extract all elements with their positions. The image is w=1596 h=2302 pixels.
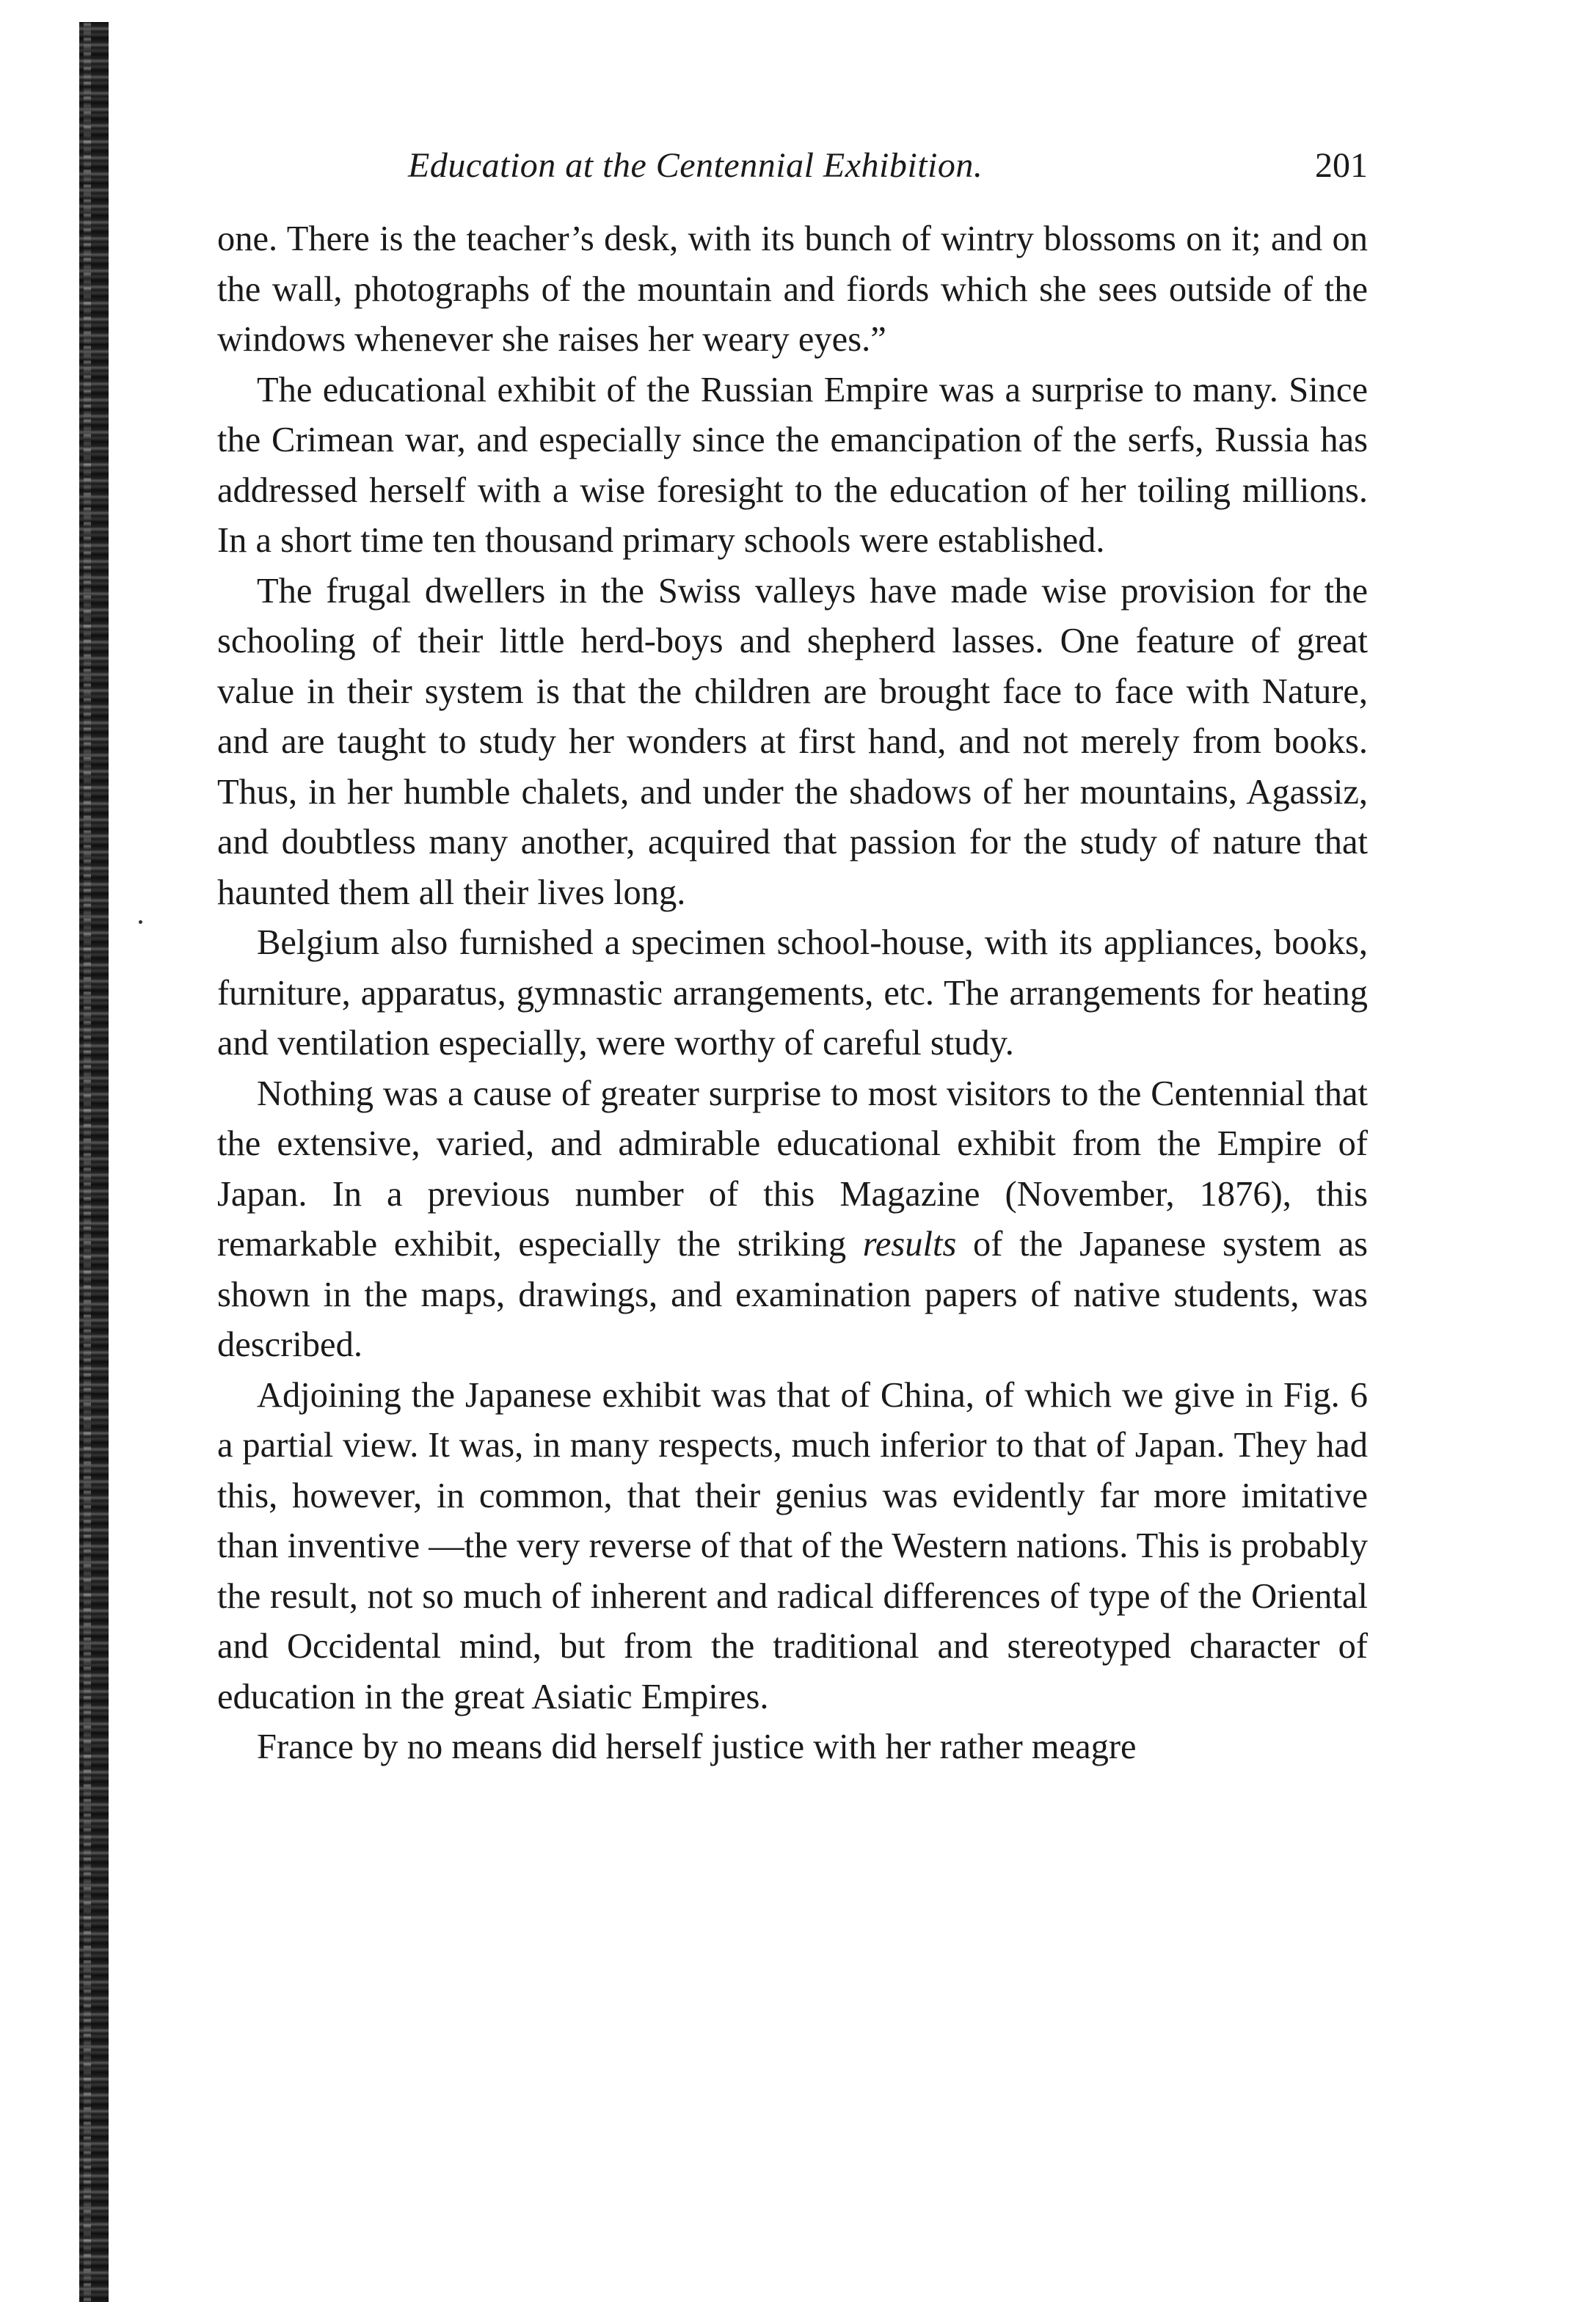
paragraph-japan-text: Nothing was a cause of greater surprise to most visitors to the Centennial that the extensive, varied, and admirable educational exhibit from the Empire of Japan. In a previous number of this Magazine (November, 1876), this remarkable exhibit, especially the striking [217,1074,1368,1264]
paragraph-japan [217,1069,1368,1371]
paragraph-china: Adjoining the Japanese exhibit was that of China, of which we give in Fig. 6 a partial view. It was, in many respects, much inferior to that of Japan. They had this, however, in common, that their genius was evidently far more imitative than inventive —the very reverse of that of the Western nations. This is probably the result, not so much of inherent and radical differences of type of the Oriental and Occidental mind, but from the traditional and stereotyped character of education in the great Asiatic Empires. [217,1375,1368,1716]
emphasis-results: results [862,1225,957,1264]
paragraph-continuation: one. There is the teacher’s desk, with its bunch of wintry blossoms on it; and on the wall, photographs of the mountain and fiords which she sees outside of the windows whenever she raises her weary eyes.” [217,219,1368,359]
body-text [217,214,1368,1773]
paragraph-japan-text-end: of the Japanese system as shown in the maps, drawings, and examination papers of native students, was described. [217,1225,1368,1364]
paragraph-switzerland: The frugal dwellers in the Swiss valleys have made wise provision for the schooling of their little herd-boys and shepherd lasses. One feature of great value in their system is that the children are brought face to face with Nature, and are taught to study her wonders at first hand, and not merely from books. Thus, in her humble chalets, and under the shadows of her mountains, Agassiz, and doubtless many another, acquired that passion for the study of nature that haunted them all their lives long. [217,571,1368,912]
book-page [217,136,1368,1773]
paragraph-belgium: Belgium also furnished a specimen school-house, with its appliances, books, furniture, apparatus, gymnastic arrangements, etc. The arrangements for heating and ventilation especially, were worthy of careful study. [217,923,1368,1063]
page-number: 201 [1315,146,1368,185]
running-title: Education at the Centennial Exhibition. [408,146,983,185]
running-head [217,136,1368,195]
book-spine-edge [79,22,109,2302]
paragraph-france: France by no means did herself justice with her rather meagre [257,1727,1137,1766]
ink-speck [139,920,142,924]
paragraph-russia: The educational exhibit of the Russian Empire was a surprise to many. Since the Crimean war, and especially since the emancipation of the serfs, Russia has addressed herself with a wise foresight to the education of her toiling millions. In a short time ten thousand primary schools were established. [217,370,1368,560]
